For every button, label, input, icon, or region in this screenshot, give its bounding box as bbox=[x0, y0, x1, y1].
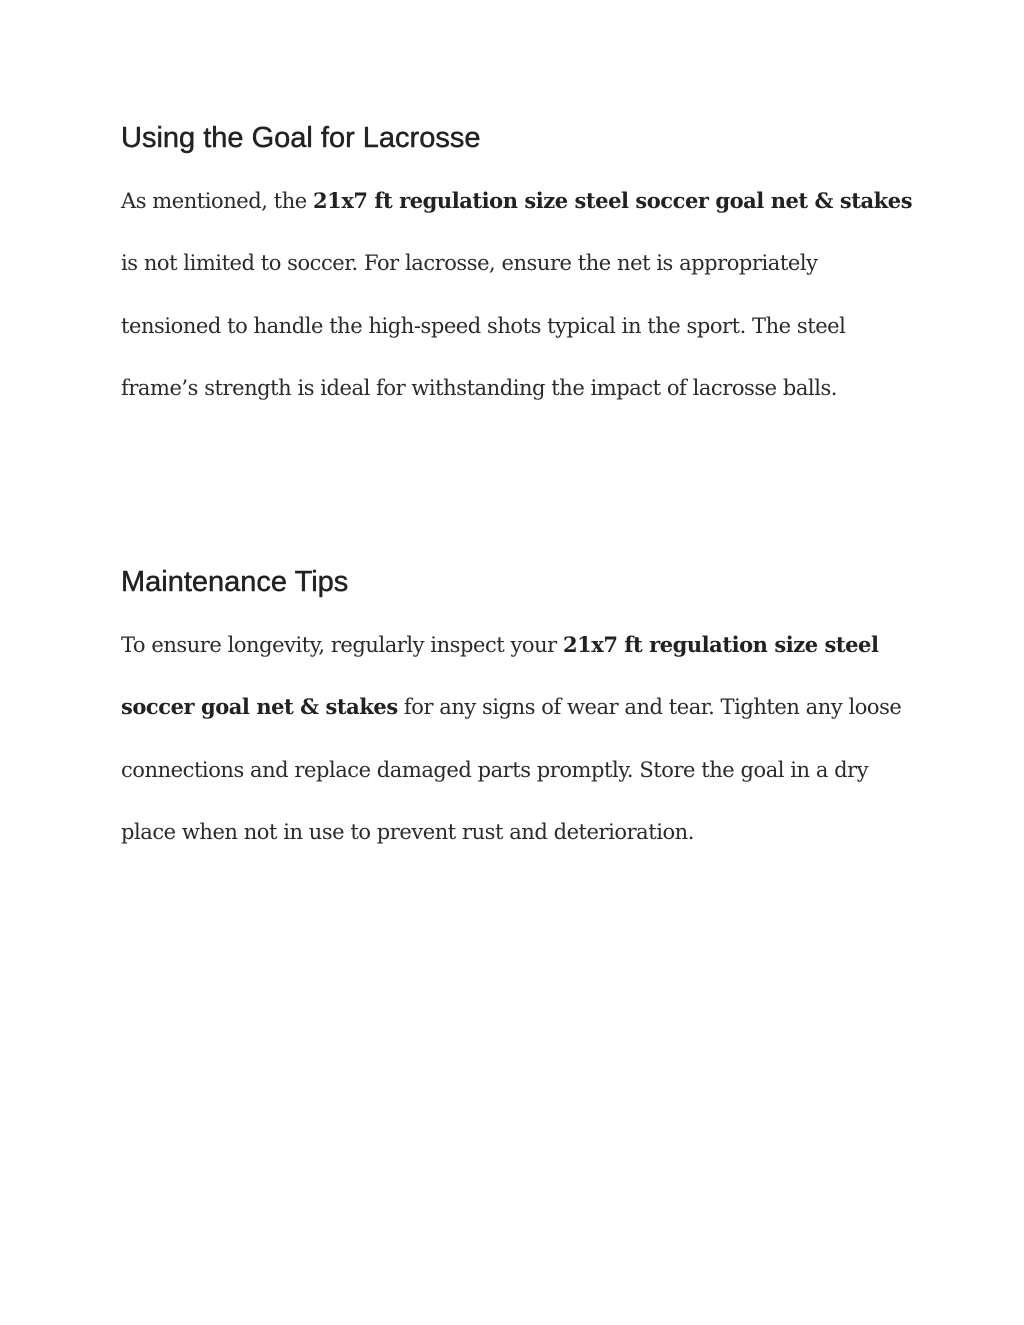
paragraph-text: As mentioned, the bbox=[121, 189, 313, 213]
paragraph-text: for any signs of wear and tear. Tighten any loose connections and replace damaged parts promptly. Store the goal in a dry place when not in use to prevent rust and deterioration. bbox=[121, 695, 902, 844]
paragraph-text: To ensure longevity, regularly inspect your bbox=[121, 633, 563, 657]
paragraph-text: is not limited to soccer. For lacrosse, ensure the net is appropriately tensioned to handle the high-speed shots typical in the sport. The steel frame’s strength is ideal for withstanding the impact of lacrosse balls. bbox=[121, 251, 846, 400]
section-lacrosse bbox=[121, 118, 921, 419]
section-paragraph bbox=[121, 170, 921, 419]
section-paragraph bbox=[121, 614, 921, 863]
section-maintenance bbox=[121, 562, 921, 863]
product-name-bold: 21x7 ft regulation size steel soccer goal net & stakes bbox=[313, 188, 913, 213]
section-heading: Using the Goal for Lacrosse bbox=[121, 122, 481, 154]
section-heading: Maintenance Tips bbox=[121, 566, 349, 598]
product-name-bold: 21x7 ft regulation size steel soccer goal net & stakes bbox=[121, 632, 879, 720]
